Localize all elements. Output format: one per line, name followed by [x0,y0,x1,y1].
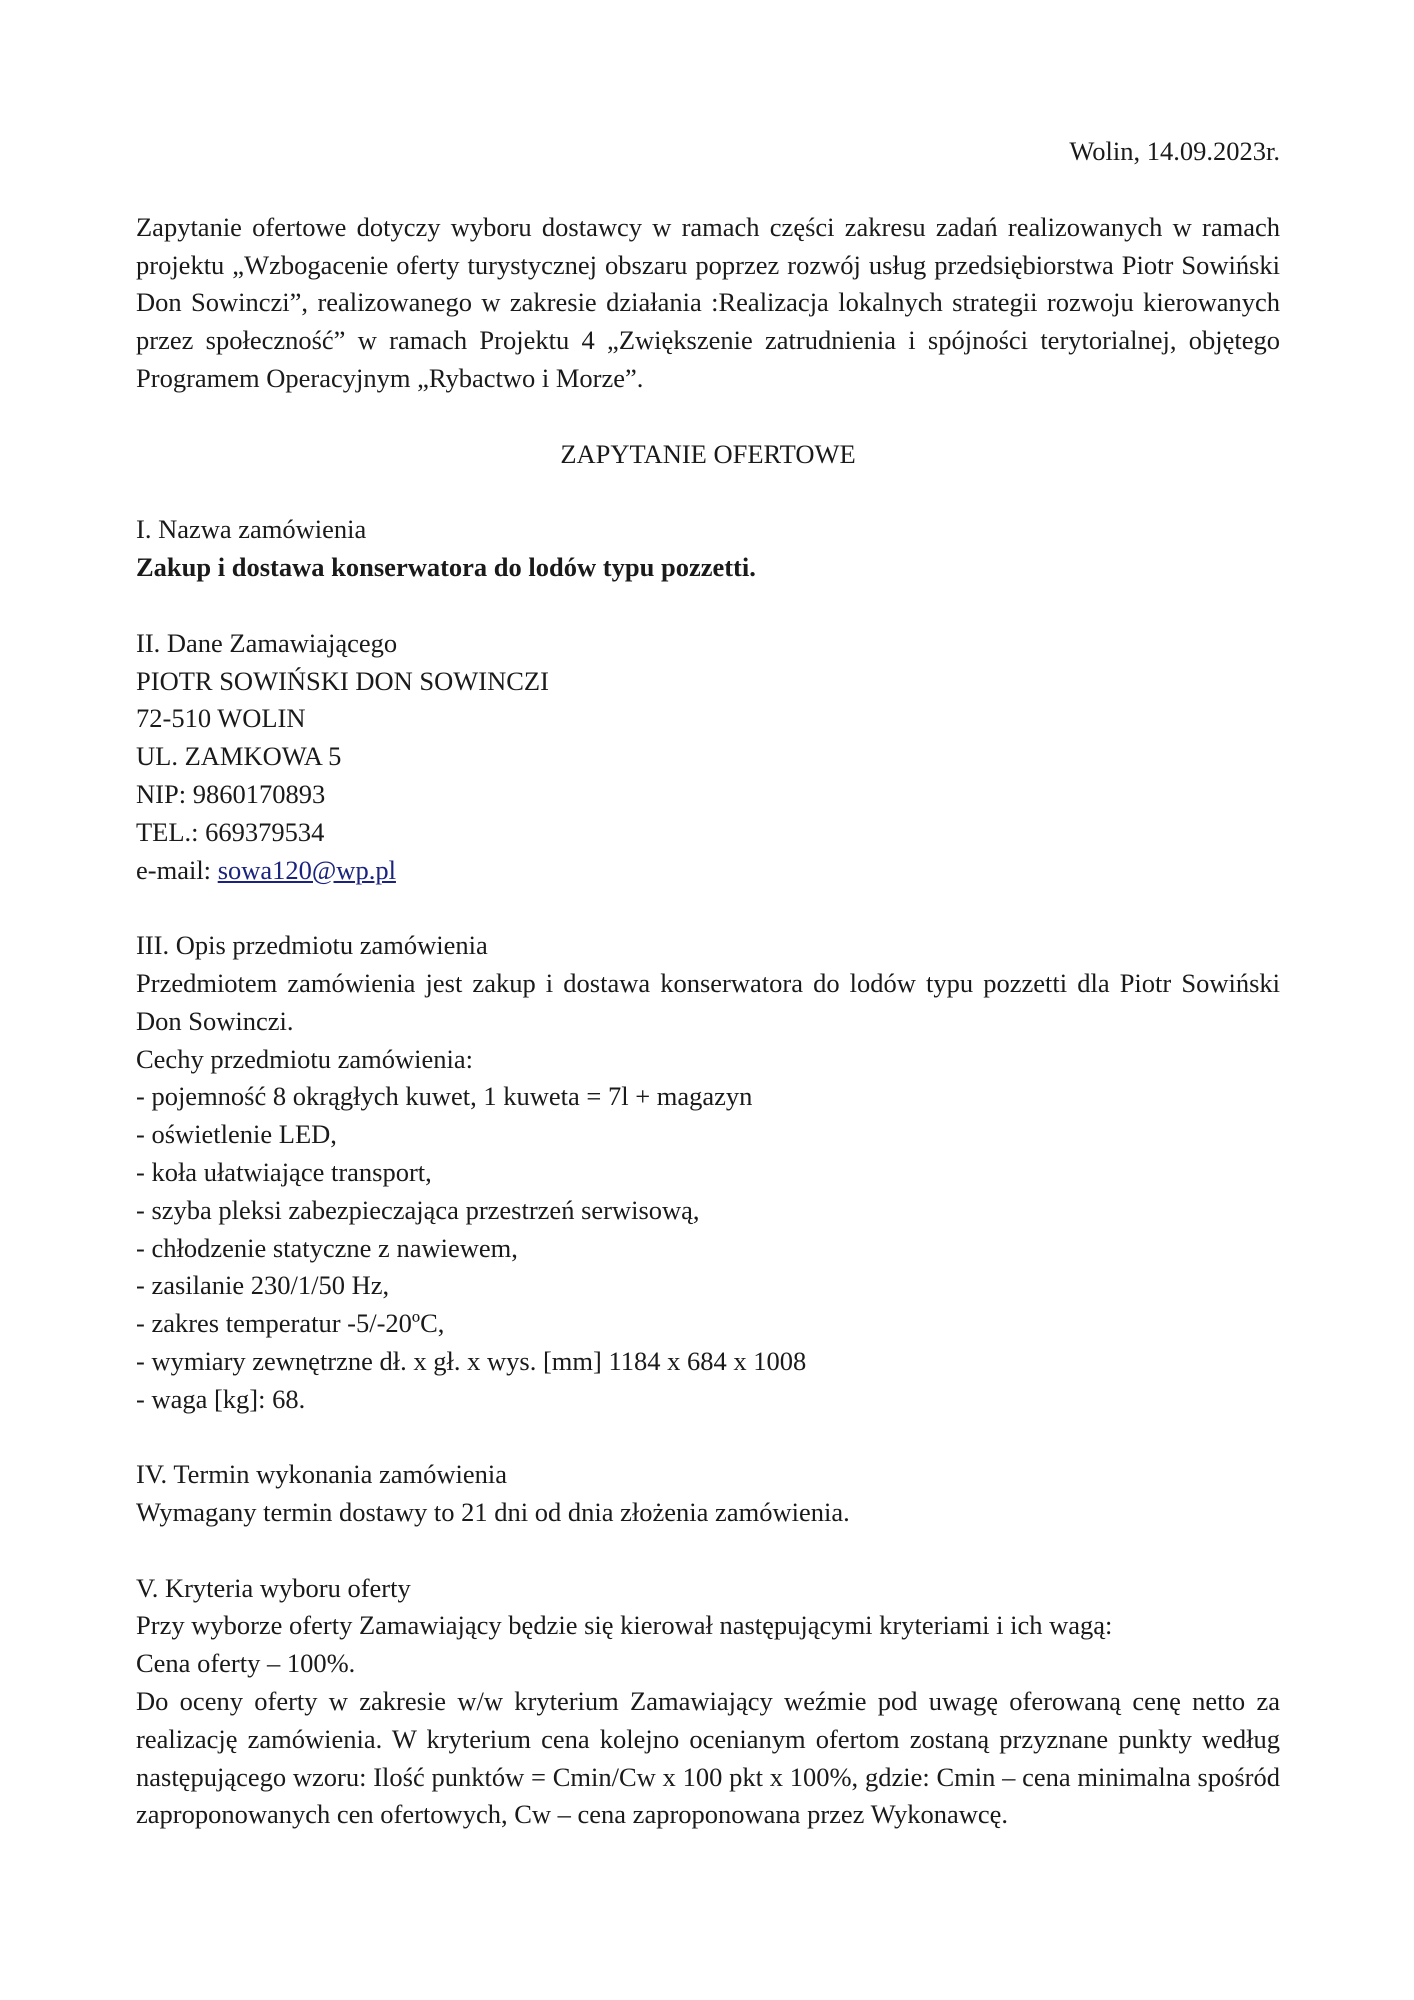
section-heading: IV. Termin wykonania zamówienia [136,1459,508,1490]
street-address: UL. ZAMKOWA 5 [136,741,342,772]
list-item: - szyba pleksi zabezpieczająca przestrzeń serwisową, [136,1194,700,1225]
deadline-text: Wymagany termin dostawy to 21 dni od dnia złożenia zamówienia. [136,1497,850,1528]
email-link[interactable]: sowa120@wp.pl [217,854,396,885]
features-heading: Cechy przedmiotu zamówienia: [136,1043,474,1074]
document-title: ZAPYTANIE OFERTOWE [560,438,856,469]
list-item: - chłodzenie statyczne z nawiewem, [136,1232,518,1263]
nip-number: NIP: 9860170893 [136,778,326,809]
list-item: - wymiary zewnętrzne dł. x gł. x wys. [mm] 1184 x 684 x 1008 [136,1345,807,1376]
section-heading: I. Nazwa zamówienia [136,514,367,545]
phone-number: TEL.: 669379534 [136,816,325,847]
list-item: - waga [kg]: 68. [136,1383,306,1414]
section-deadline [136,1456,1280,1532]
section-order-name [136,511,1280,587]
section-order-description [136,927,1280,1418]
section-heading: V. Kryteria wyboru oferty [136,1572,411,1603]
criteria-paragraph: Do oceny oferty w zakresie w/w kryterium Zamawiający weźmie pod uwagę oferowaną cenę netto za realizację zamówienia. W kryterium cena kolejno ocenianym ofertom zostaną przyznane punkty według następującego wzoru: Ilość punktów = Cmin/Cw x 100 pkt x 100%, gdzie: Cmin – cena minimalna spośród zaproponowanych cen ofertowych, Cw – cena zaproponowana przez Wykonawcę. [136,1686,1280,1830]
email-line [136,852,1280,890]
email-label: e-mail: [136,854,218,885]
company-name: PIOTR SOWIŃSKI DON SOWINCZI [136,665,549,696]
list-item: - zakres temperatur -5/-20ºC, [136,1308,445,1339]
list-item: - pojemność 8 okrągłych kuwet, 1 kuweta = 7l + magazyn [136,1081,753,1112]
intro-paragraph: Zapytanie ofertowe dotyczy wyboru dostawcy w ramach części zakresu zadań realizowanych w ramach projektu „Wzbogacenie oferty turystycznej obszaru poprzez rozwój usług przedsiębiorstwa Piotr Sowiński Don Sowinczi”, realizowanego w zakresie działania :Realizacja lokalnych strategii rozwoju kierowanych przez społeczność” w ramach Projektu 4 „Zwiększenie zatrudnienia i spójności terytorialnej, objętego Programem Operacyjnym „Rybactwo i Morze”. [136,211,1280,393]
criteria-price: Cena oferty – 100%. [136,1648,356,1679]
section-client-data [136,625,1280,890]
criteria-intro: Przy wyborze oferty Zamawiający będzie się kierował następującymi kryteriami i ich wagą: [136,1610,1113,1641]
postal-city: 72-510 WOLIN [136,703,306,734]
section-heading: II. Dane Zamawiającego [136,627,398,658]
list-item: - koła ułatwiające transport, [136,1156,432,1187]
section-heading: III. Opis przedmiotu zamówienia [136,930,488,961]
list-item: - oświetlenie LED, [136,1119,337,1150]
section-criteria [136,1570,1280,1835]
date-line: Wolin, 14.09.2023r. [1069,136,1280,166]
list-item: - zasilanie 230/1/50 Hz, [136,1270,390,1301]
features-list [136,1078,1280,1418]
order-description: Przedmiotem zamówienia jest zakup i dostawa konserwatora do lodów typu pozzetti dla Piotr Sowiński Don Sowinczi. [136,967,1280,1036]
order-name: Zakup i dostawa konserwatora do lodów typu pozzetti. [136,552,756,583]
